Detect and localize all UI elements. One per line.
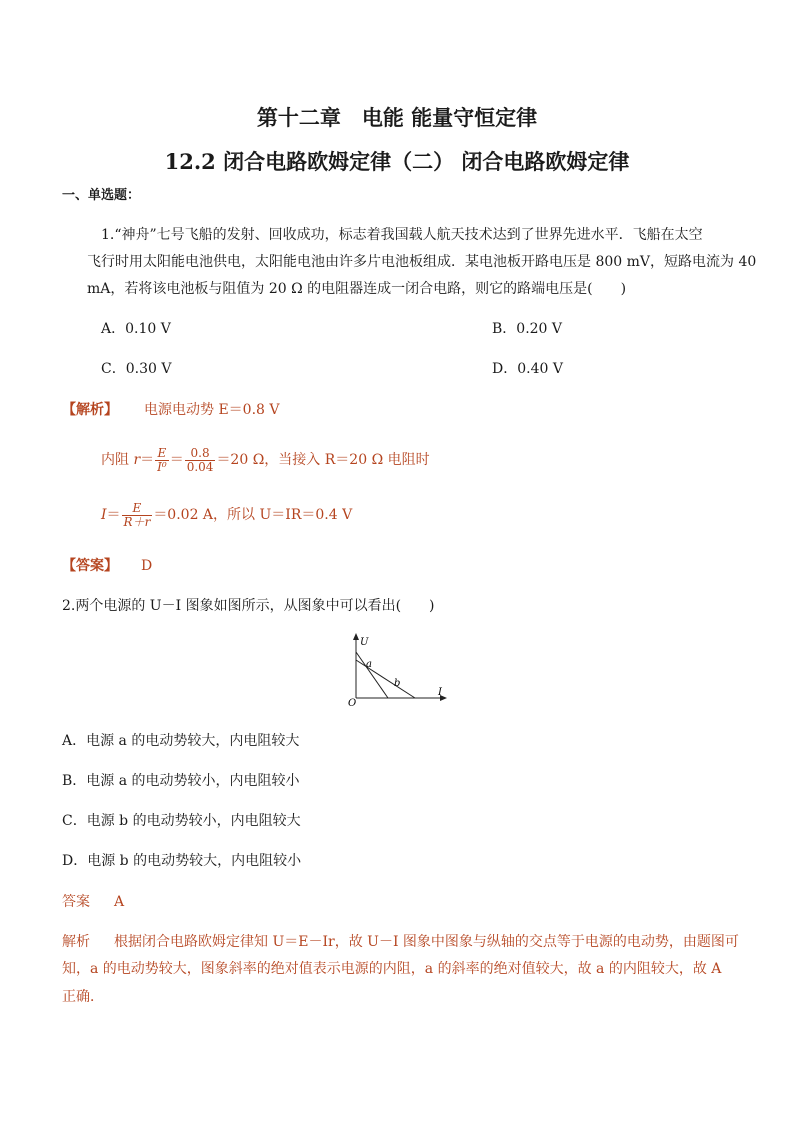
- analysis-text: 内阻: [101, 452, 134, 468]
- q2-stem: 2.两个电源的 U－I 图象如图所示，从图象中可以看出( ): [62, 598, 435, 614]
- q1-option-d: D．0.40 V: [492, 361, 563, 377]
- i-axis-label: I: [438, 687, 442, 698]
- fraction-numerator: E: [155, 447, 169, 461]
- analysis-var: I: [101, 507, 107, 523]
- u-i-graph: [340, 632, 450, 708]
- origin-label: O: [348, 698, 357, 708]
- fraction-numerator: E: [122, 502, 153, 516]
- fraction-denominator: 0.04: [186, 459, 214, 474]
- line-b: [356, 660, 415, 698]
- chapter-title: 第十二章 电能 能量守恒定律: [256, 105, 538, 130]
- line-a-label: a: [366, 659, 372, 670]
- analysis-text: ＝0.02 A，所以 U＝IR＝0.4 V: [153, 507, 353, 523]
- q1-analysis-tag: 【解析】: [62, 402, 118, 418]
- fraction: [122, 502, 153, 529]
- q2-analysis-label: 解析: [62, 934, 90, 950]
- q1-option-b: B．0.20 V: [492, 321, 563, 337]
- analysis-text: ＝: [106, 507, 121, 523]
- q1-option-c: C．0.30 V: [101, 361, 172, 377]
- fraction: [155, 447, 169, 474]
- q2-answer-label: 答案: [62, 894, 90, 910]
- analysis-text: ＝20 Ω，当接入 R＝20 Ω 电阻时: [216, 452, 430, 468]
- q1-stem-line3: mA，若将该电池板与阻值为 20 Ω 的电阻器连成一闭合电路，则它的路端电压是( ): [87, 281, 627, 297]
- q1-stem-line2: 飞行时用太阳能电池供电，太阳能电池由许多片电池板组成．某电池板开路电压是 800 mV，短路电流为 40: [87, 254, 757, 270]
- q2-option-d: D．电源 b 的电动势较大，内电阻较小: [62, 853, 302, 869]
- analysis-text: ＝: [140, 452, 155, 468]
- q1-stem-line1: 1.“神舟”七号飞船的发射、回收成功，标志着我国载人航天技术达到了世界先进水平．飞船在太空: [101, 227, 703, 243]
- q1-answer: D: [141, 558, 153, 574]
- section-label: 一、单选题：: [62, 188, 141, 203]
- q2-analysis-line1: 根据闭合电路欧姆定律知 U＝E－Ir，故 U－I 图象中图象与纵轴的交点等于电源的电动势，由题图可: [114, 934, 739, 950]
- line-b-label: b: [394, 678, 401, 689]
- q1-analysis-line2: [101, 440, 430, 480]
- u-axis-label: U: [360, 637, 369, 648]
- q2-option-c: C．电源 b 的电动势较小，内电阻较大: [62, 813, 301, 829]
- q1-option-a: A．0.10 V: [101, 321, 171, 337]
- u-axis-arrow: [353, 633, 359, 640]
- analysis-var: r: [133, 452, 141, 468]
- q2-option-b: B．电源 a 的电动势较小，内电阻较小: [62, 773, 300, 789]
- fraction-denominator: I⁰: [157, 459, 167, 474]
- fraction-numerator: 0.8: [185, 447, 216, 461]
- q2-answer: A: [114, 894, 125, 910]
- fraction-denominator: R＋r: [123, 514, 151, 529]
- q1-analysis-line3: [101, 495, 352, 535]
- line-a: [356, 652, 388, 698]
- q2-option-a: A．电源 a 的电动势较大，内电阻较大: [62, 733, 300, 749]
- q2-analysis-line3: 正确．: [62, 989, 104, 1005]
- fraction: [185, 447, 216, 474]
- q1-answer-tag: 【答案】: [62, 558, 118, 574]
- analysis-text: ＝: [169, 452, 184, 468]
- q1-analysis-line1: 电源电动势 E＝0.8 V: [144, 402, 280, 418]
- q2-analysis-line2: 知，a 的电动势较大，图象斜率的绝对值表示电源的内阻，a 的斜率的绝对值较大，故 a 的内阻较大，故 A: [62, 961, 722, 977]
- section-title: 12.2 闭合电路欧姆定律（二） 闭合电路欧姆定律: [164, 149, 630, 174]
